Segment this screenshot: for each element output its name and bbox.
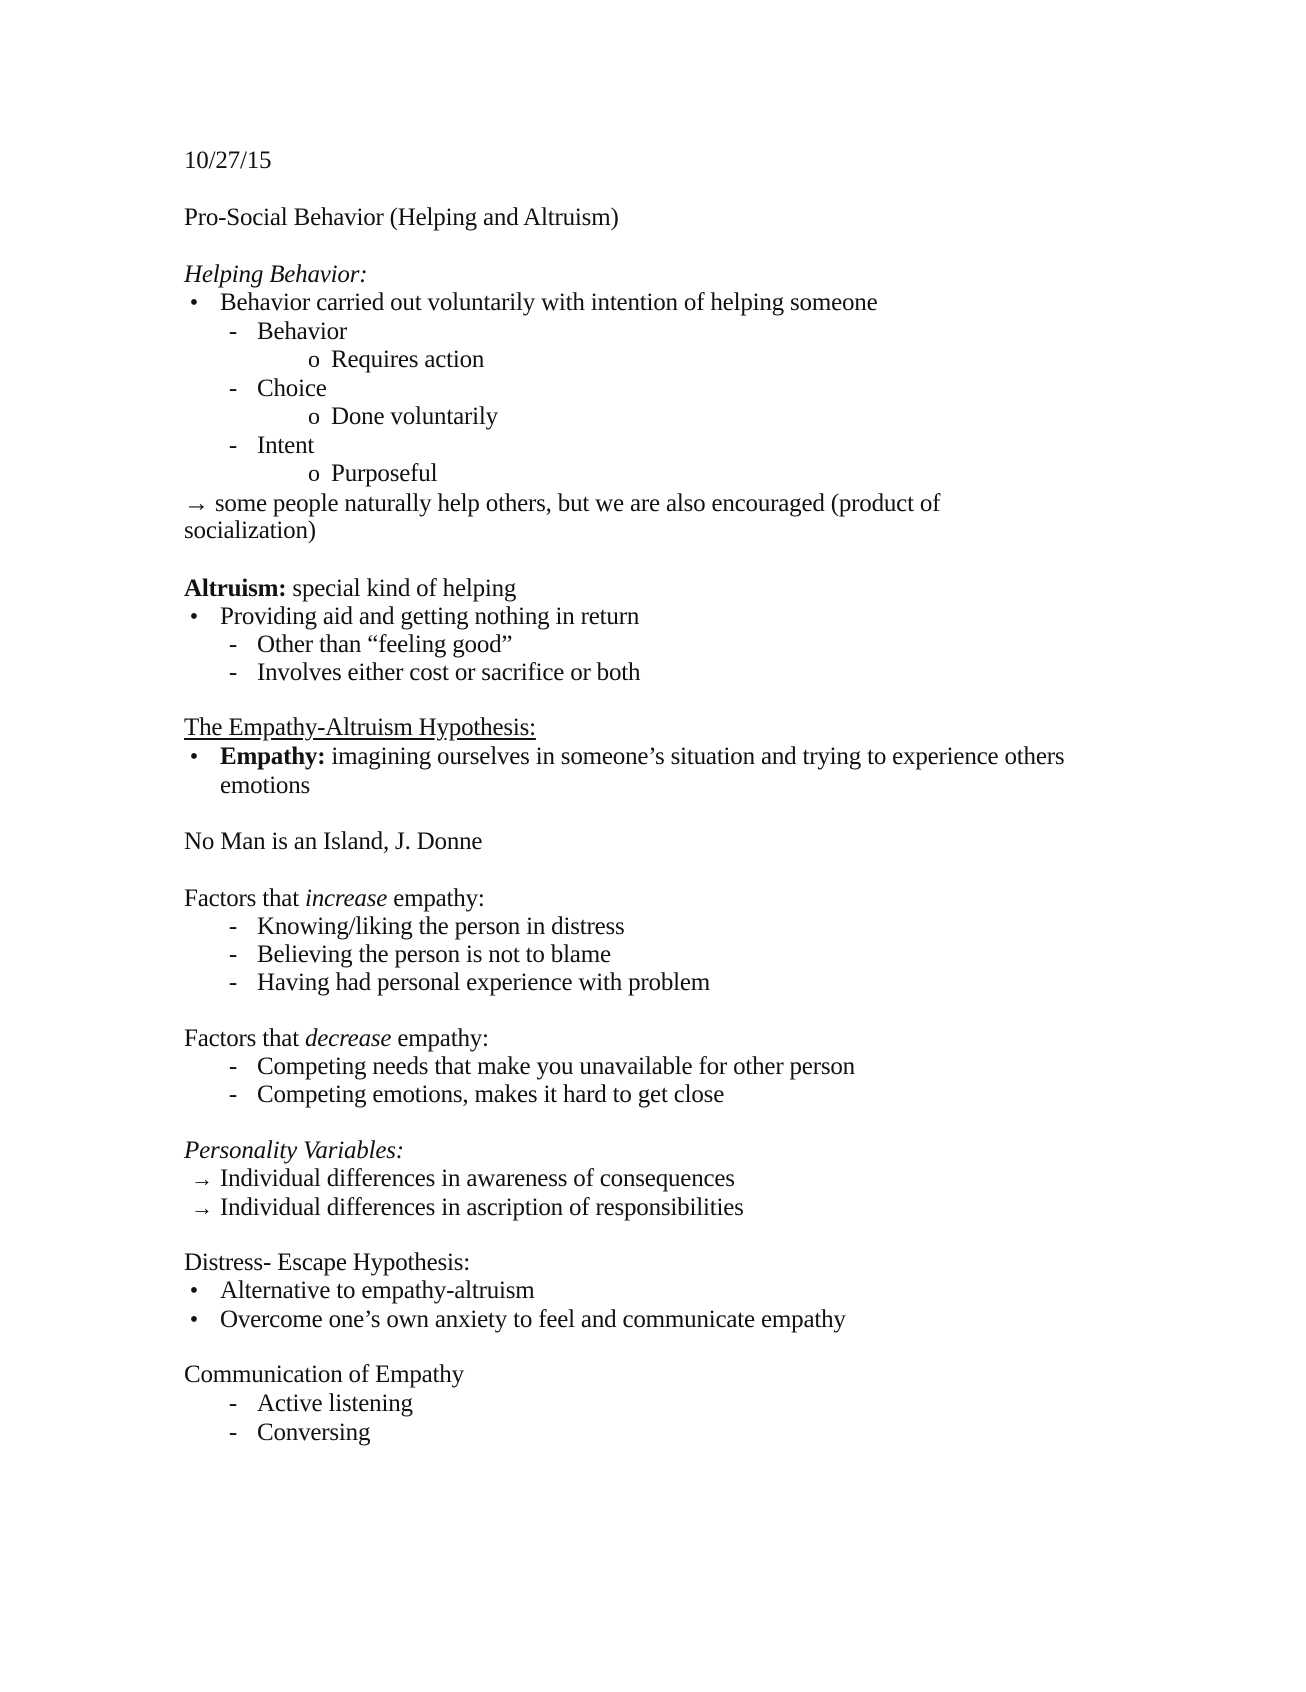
helping-sub-choice: Done voluntarily	[331, 403, 498, 430]
helping-sub-intent: Purposeful	[331, 460, 438, 487]
bullet-icon: •	[189, 290, 199, 316]
dash-icon: -	[228, 631, 238, 658]
bullet-icon: •	[189, 744, 199, 770]
increase-item: Having had personal experience with problem	[257, 969, 711, 996]
altruism-bullet: Providing aid and getting nothing in return	[220, 603, 640, 630]
personality-heading: Personality Variables:	[184, 1137, 404, 1164]
helping-heading: Helping Behavior:	[184, 261, 368, 288]
right-arrow-icon: →	[184, 490, 209, 517]
date: 10/27/15	[184, 147, 272, 174]
dash-icon: -	[228, 941, 238, 968]
empathy-term: Empathy:	[220, 743, 326, 770]
helping-sub-behavior: Requires action	[331, 346, 485, 373]
dash-icon: -	[228, 969, 238, 996]
dash-icon: -	[228, 659, 238, 686]
dash-icon: -	[228, 432, 238, 459]
altruism-sub: Other than “feeling good”	[257, 631, 513, 658]
right-arrow-icon: →	[191, 1166, 213, 1191]
empathy-definition-line1: Empathy: imagining ourselves in someone’s situation and trying to experience others	[220, 743, 1065, 770]
dash-icon: -	[228, 1390, 238, 1417]
circle-marker-icon: o	[308, 461, 320, 487]
circle-marker-icon: o	[308, 404, 320, 430]
altruism-definition: Altruism: special kind of helping	[184, 575, 517, 602]
decrease-item: Competing needs that make you unavailable for other person	[257, 1053, 855, 1080]
empathy-hypothesis-heading: The Empathy-Altruism Hypothesis:	[184, 714, 536, 741]
decrease-heading: Factors that decrease empathy:	[184, 1025, 489, 1052]
dash-icon: -	[228, 1081, 238, 1108]
distress-item: Alternative to empathy-altruism	[220, 1277, 535, 1304]
quote: No Man is an Island, J. Donne	[184, 828, 483, 855]
dash-icon: -	[228, 318, 238, 345]
decrease-item: Competing emotions, makes it hard to get close	[257, 1081, 725, 1108]
altruism-sub: Involves either cost or sacrifice or both	[257, 659, 641, 686]
right-arrow-icon: →	[191, 1195, 213, 1220]
helping-note-line2: socialization)	[184, 517, 316, 544]
bullet-icon: •	[189, 1307, 199, 1333]
dash-icon: -	[228, 913, 238, 940]
distress-heading: Distress- Escape Hypothesis:	[184, 1249, 471, 1276]
helping-item-choice: Choice	[257, 375, 327, 402]
altruism-term: Altruism:	[184, 575, 287, 602]
distress-item: Overcome one’s own anxiety to feel and communicate empathy	[220, 1306, 846, 1333]
increase-item: Believing the person is not to blame	[257, 941, 611, 968]
dash-icon: -	[228, 1053, 238, 1080]
personality-item: Individual differences in awareness of consequences	[220, 1165, 735, 1192]
bullet-icon: •	[189, 604, 199, 630]
increase-item: Knowing/liking the person in distress	[257, 913, 625, 940]
increase-heading: Factors that increase empathy:	[184, 885, 485, 912]
helping-note-line1: → some people naturally help others, but we are also encouraged (product of	[184, 490, 941, 517]
personality-item: Individual differences in ascription of responsibilities	[220, 1194, 744, 1221]
helping-bullet: Behavior carried out voluntarily with intention of helping someone	[220, 289, 878, 316]
communication-item: Active listening	[257, 1390, 413, 1417]
empathy-definition-line2: emotions	[220, 772, 311, 799]
communication-heading: Communication of Empathy	[184, 1361, 464, 1388]
communication-item: Conversing	[257, 1419, 371, 1446]
helping-item-intent: Intent	[257, 432, 315, 459]
helping-item-behavior: Behavior	[257, 318, 348, 345]
bullet-icon: •	[189, 1278, 199, 1304]
dash-icon: -	[228, 375, 238, 402]
dash-icon: -	[228, 1419, 238, 1446]
circle-marker-icon: o	[308, 347, 320, 373]
page-title: Pro-Social Behavior (Helping and Altruism)	[184, 204, 619, 231]
